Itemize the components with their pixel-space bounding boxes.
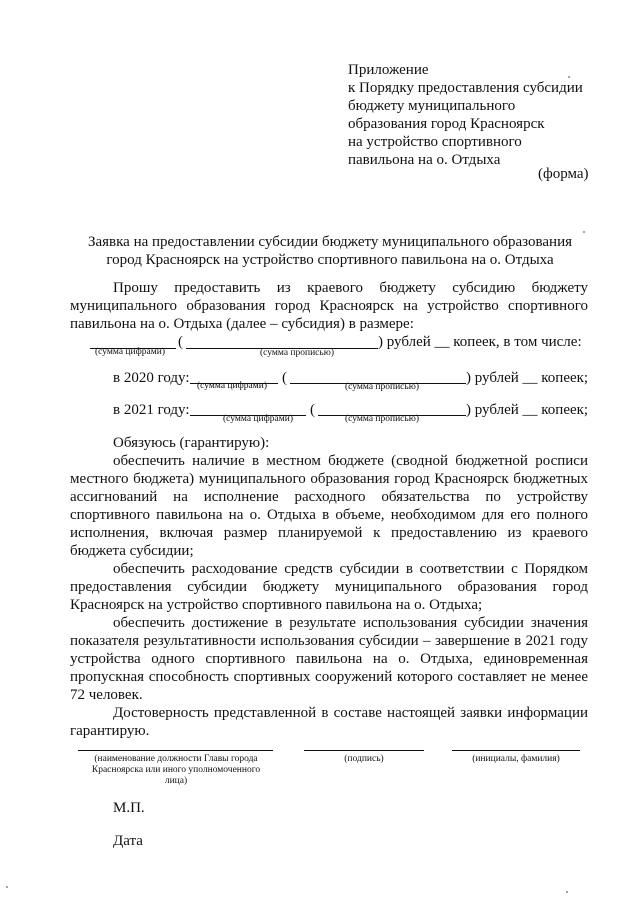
total-open-paren: ( <box>178 334 183 350</box>
stamp-label: М.П. <box>113 800 145 816</box>
appendix-line: к Порядку предоставления субсидии <box>348 80 583 96</box>
obligation-line: обеспечить наличие в местном бюджете (сводной бюджетной росписи <box>113 453 588 469</box>
hint-words: (сумма прописью) <box>260 348 334 358</box>
signature-label: (подпись) <box>344 754 384 764</box>
y2020-open-paren: ( <box>282 370 287 386</box>
obligation-line: Красноярск на устройство спортивного павильона на о. Отдыха; <box>70 597 483 613</box>
hint-digits: (сумма цифрами) <box>197 381 267 391</box>
appendix-block <box>348 61 583 169</box>
hint-words: (сумма прописью) <box>345 382 419 392</box>
obligation-line: бюджета субсидии; <box>70 543 194 559</box>
obligation-line: 72 человек. <box>70 687 143 703</box>
initials-line[interactable] <box>452 750 580 751</box>
obligation-line: пропускная способность спортивных сооружений которого составляет не менее <box>70 669 588 685</box>
appendix-line: образования город Красноярск <box>348 116 545 132</box>
y2020-close-text: ) рублей __ копеек; <box>466 370 589 386</box>
year-2020-label: в 2020 году: <box>113 370 190 386</box>
obligation-line: Достоверность представленной в составе настоящей заявки информации <box>113 705 588 721</box>
appendix-line: на устройство спортивного <box>348 134 522 150</box>
title-line: город Красноярск на устройство спортивного павильона на о. Отдыха <box>106 252 554 268</box>
scan-dot <box>566 891 568 893</box>
hint-digits: (сумма цифрами) <box>223 414 293 424</box>
obligation-line: обеспечить достижение в результате использования субсидии значения <box>113 615 588 631</box>
obligation-line: предоставления субсидии бюджету муниципального образования город <box>70 579 588 595</box>
request-line: павильона на о. Отдыха (далее – субсидия) в размере: <box>70 316 414 332</box>
obligation-line: ассигнований на исполнение расходного обязательства по устройству <box>70 489 588 505</box>
hint-words: (сумма прописью) <box>345 414 419 424</box>
date-label: Дата <box>113 833 143 849</box>
obligations-heading: Обязуюсь (гарантирую): <box>113 435 270 451</box>
appendix-line: Приложение <box>348 62 429 78</box>
form-label: (форма) <box>538 166 589 182</box>
appendix-line: бюджету муниципального <box>348 98 516 114</box>
obligation-line: исполнения, включая размер планируемой к предоставлению из краевого <box>70 525 588 541</box>
request-line: муниципального образования город Красноярск на устройство спортивного <box>70 298 588 314</box>
request-line: Прошу предоставить из краевого бюджету субсидию бюджету <box>113 280 588 296</box>
appendix-line: павильона на о. Отдыха <box>348 152 501 168</box>
obligation-line: устройства одного спортивного павильона на о. Отдыха, единовременная <box>70 651 588 667</box>
y2021-open-paren: ( <box>310 402 315 418</box>
hint-digits: (сумма цифрами) <box>95 347 165 357</box>
document-title <box>60 233 600 269</box>
obligation-line: гарантирую. <box>70 723 150 739</box>
title-line: Заявка на предоставлении субсидии бюджету муниципального образования <box>87 234 573 250</box>
obligation-line: местного бюджета) муниципального образования город Красноярск бюджетных <box>70 471 588 487</box>
year-2021-label: в 2021 году: <box>113 402 190 418</box>
y2021-close-text: ) рублей __ копеек; <box>466 402 589 418</box>
signature-line[interactable] <box>304 750 424 751</box>
scan-dot <box>6 886 8 888</box>
obligation-line: спортивного павильона на о. Отдыха в объеме, необходимом для его полного <box>70 507 588 523</box>
initials-label: (инициалы, фамилия) <box>472 754 560 764</box>
obligation-line: показателя результативности использования субсидии – завершение в 2021 году <box>70 633 588 649</box>
position-line[interactable] <box>78 750 273 751</box>
total-close-text: ) рублей __ копеек, в том числе: <box>378 334 582 350</box>
position-label: (наименование должности Главы города Красноярска или иного уполномоченного лица) <box>91 754 261 786</box>
obligation-line: обеспечить расходование средств субсидии в соответствии с Порядком <box>113 561 588 577</box>
